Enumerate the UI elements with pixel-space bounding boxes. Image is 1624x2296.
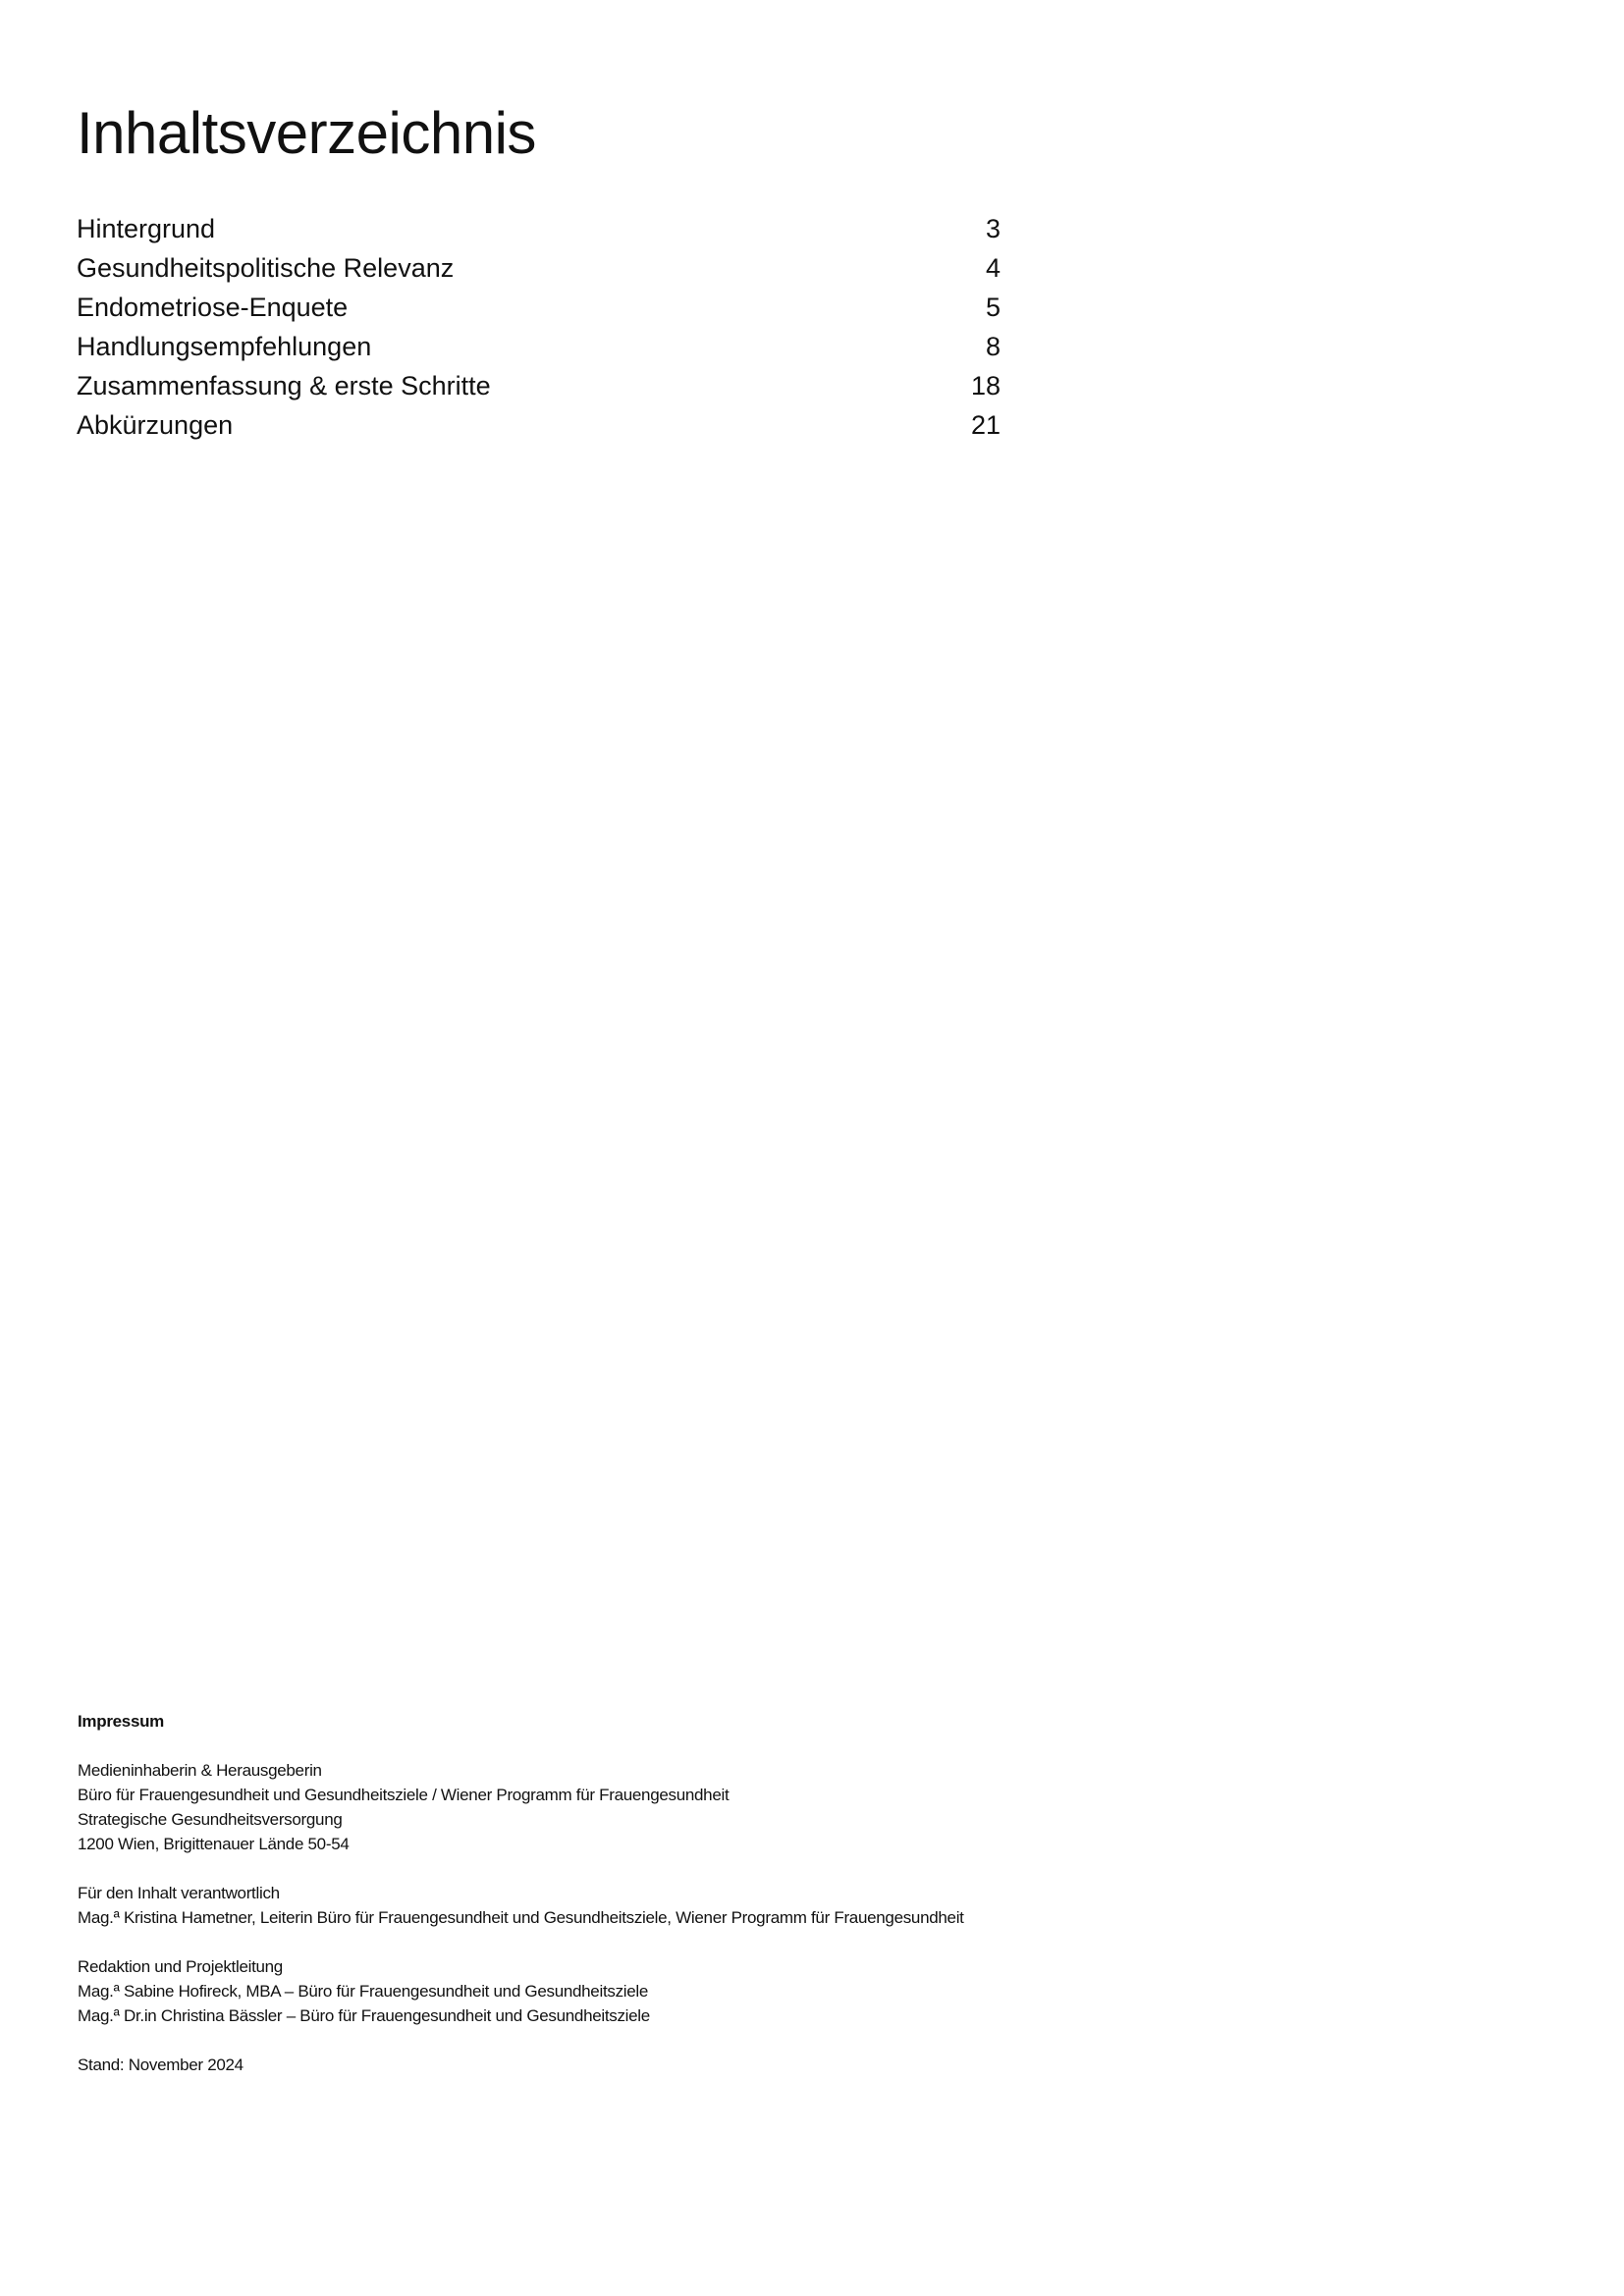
table-of-contents — [77, 209, 1001, 445]
editorial-person-2: Mag.ª Dr.in Christina Bässler – Büro für Frauengesundheit und Gesundheitsziele — [78, 2006, 650, 2025]
toc-entry-page: 21 — [970, 410, 1001, 440]
toc-entry-page: 4 — [985, 253, 1001, 283]
publisher-name: Büro für Frauengesundheit und Gesundheitsziele / Wiener Programm für Frauengesundheit — [78, 1786, 730, 1804]
toc-title: Inhaltsverzeichnis — [77, 100, 536, 166]
impressum-editorial — [78, 1954, 1158, 2028]
toc-entry-zusammenfassung[interactable] — [77, 366, 1001, 405]
toc-entry-label: Gesundheitspolitische Relevanz — [77, 253, 455, 283]
publisher-department: Strategische Gesundheitsversorgung — [78, 1810, 343, 1829]
toc-entry-label: Hintergrund — [77, 214, 216, 243]
toc-entry-page: 3 — [985, 214, 1001, 243]
status-date: Stand: November 2024 — [78, 2056, 244, 2074]
impressum-publisher — [78, 1758, 1158, 1856]
toc-entry-abkuerzungen[interactable] — [77, 405, 1001, 445]
toc-entry-label: Handlungsempfehlungen — [77, 332, 372, 361]
toc-entry-label: Abkürzungen — [77, 410, 234, 440]
impressum-status — [78, 2053, 1158, 2077]
publisher-label: Medieninhaberin & Herausgeberin — [78, 1761, 322, 1780]
responsible-person: Mag.ª Kristina Hametner, Leiterin Büro für Frauengesundheit und Gesundheitsziele, Wiener Programm für Frauengesundheit — [78, 1908, 964, 1927]
impressum-heading: Impressum — [78, 1712, 165, 1731]
impressum — [78, 1709, 1158, 2102]
toc-entry-page: 18 — [970, 371, 1001, 400]
toc-entry-page: 8 — [985, 332, 1001, 361]
toc-entry-page: 5 — [985, 293, 1001, 322]
toc-entry-hintergrund[interactable] — [77, 209, 1001, 248]
editorial-label: Redaktion und Projektleitung — [78, 1957, 283, 1976]
editorial-person-1: Mag.ª Sabine Hofireck, MBA – Büro für Frauengesundheit und Gesundheitsziele — [78, 1982, 649, 2001]
responsible-label: Für den Inhalt verantwortlich — [78, 1884, 280, 1902]
toc-entry-handlungsempfehlungen[interactable] — [77, 327, 1001, 366]
toc-entry-label: Endometriose-Enquete — [77, 293, 349, 322]
toc-entry-label: Zusammenfassung & erste Schritte — [77, 371, 491, 400]
impressum-responsible — [78, 1881, 1158, 1930]
publisher-address: 1200 Wien, Brigittenauer Lände 50-54 — [78, 1835, 350, 1853]
toc-entry-endometriose-enquete[interactable] — [77, 288, 1001, 327]
toc-entry-gesundheitspolitische-relevanz[interactable] — [77, 248, 1001, 288]
